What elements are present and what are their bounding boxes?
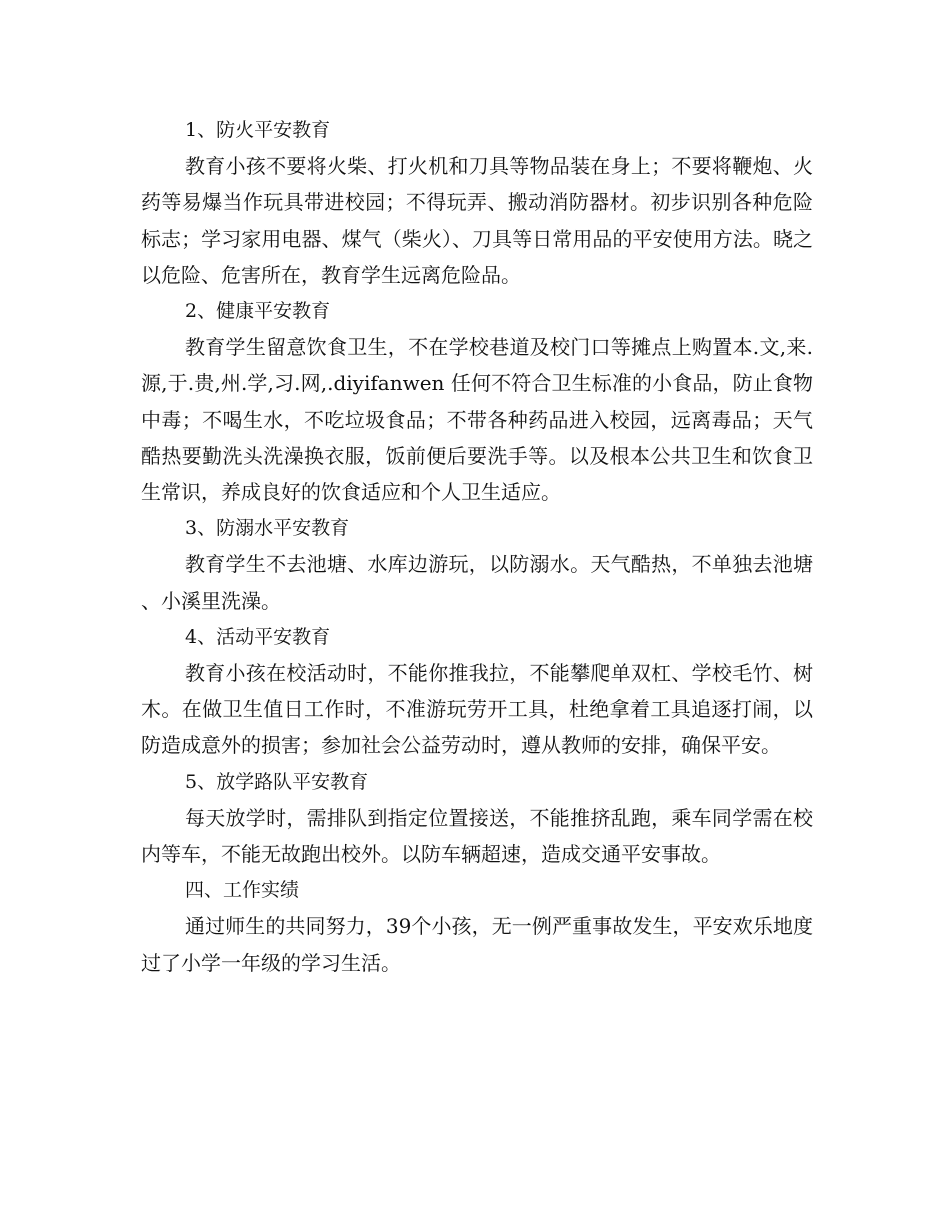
section-body-work-results: 通过师生的共同努力，39个小孩，无一例严重事故发生，平安欢乐地度过了小学一年级的学习生活。 <box>141 914 813 975</box>
section-heading-activity-safety: 4、活动平安教育 <box>185 625 331 648</box>
section-body-health-safety: 教育学生留意饮食卫生，不在学校巷道及校门口等摊点上购置本.文,来.源,于.贵,州.学,习.网,.diyifanwen 任何不符合卫生标准的小食品，防止食物中毒；不喝生水，不吃垃圾食品；不带各种药品进入校园，远离毒品；天气酷热要勤洗头洗澡换衣服，饭前便后要洗手等。以及根本公共卫生和饮食卫生常识，养成良好的饮食适应和个人卫生适应。 <box>141 335 813 505</box>
section-body-drowning-safety: 教育学生不去池塘、水库边游玩，以防溺水。天气酷热，不单独去池塘、小溪里洗澡。 <box>141 552 813 613</box>
section-heading-drowning-safety: 3、防溺水平安教育 <box>185 517 350 540</box>
section-heading-fire-safety: 1、防火平安教育 <box>185 119 331 141</box>
section-body-activity-safety: 教育小孩在校活动时，不能你推我拉，不能攀爬单双杠、学校毛竹、树木。在做卫生值日工作时，不准游玩劳开工具，杜绝拿着工具追逐打闹，以防造成意外的损害；参加社会公益劳动时，遵从教师的安排，确保平安。 <box>141 661 813 758</box>
section-heading-health-safety: 2、健康平安教育 <box>185 300 331 323</box>
document-body <box>141 112 813 981</box>
section-heading-dismissal-safety: 5、放学路队平安教育 <box>185 770 369 793</box>
section-body-dismissal-safety: 每天放学时，需排队到指定位置接送，不能推挤乱跑，乘车同学需在校内等车，不能无故跑出校外。以防车辆超速，造成交通平安事故。 <box>141 805 813 867</box>
section-heading-work-results: 四、工作实绩 <box>185 879 300 902</box>
section-body-fire-safety: 教育小孩不要将火柴、打火机和刀具等物品装在身上；不要将鞭炮、火药等易爆当作玩具带进校园；不得玩弄、搬动消防器材。初步识别各种危险标志；学习家用电器、煤气（柴火）、刀具等日常用品的平安使用方法。晓之以危险、危害所在，教育学生远离危险品。 <box>141 154 813 287</box>
